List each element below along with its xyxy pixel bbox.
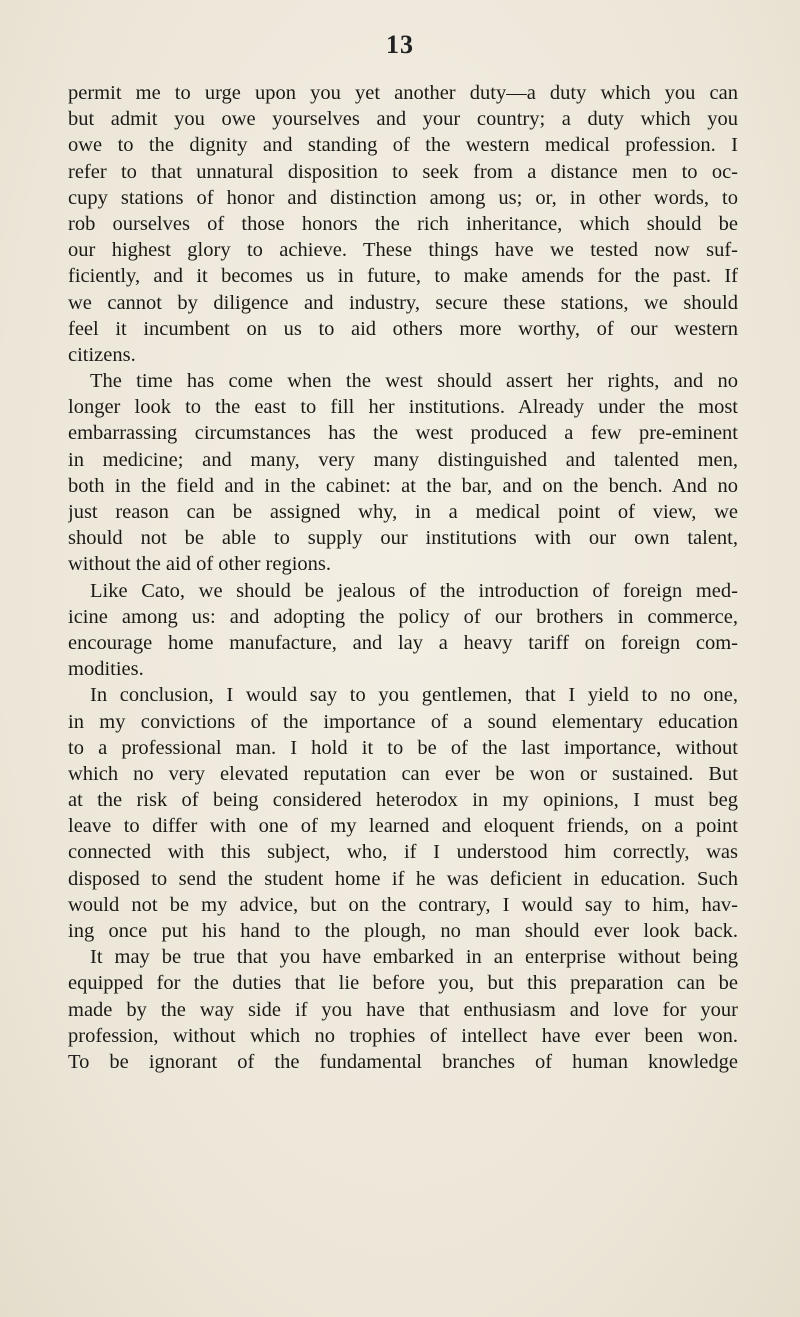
text-line: The time has come when the west should assert her rights, and no xyxy=(90,370,738,393)
text-line: refer to that unnatural disposition to seek from a distance men to oc- xyxy=(68,160,738,183)
text-line: rob ourselves of those honors the rich inheritance, which should be xyxy=(68,212,738,235)
text-line: ficiently, and it becomes us in future, to make amends for the past. If xyxy=(68,265,738,288)
text-line: which no very elevated reputation can ever be won or sustained. But xyxy=(68,762,738,785)
text-line: made by the way side if you have that enthusiasm and love for your xyxy=(68,998,738,1021)
text-line: leave to differ with one of my learned and eloquent friends, on a point xyxy=(68,815,738,838)
text-line: longer look to the east to fill her institutions. Already under the most xyxy=(68,396,738,419)
text-line: embarrassing circumstances has the west produced a few pre-eminent xyxy=(68,422,738,445)
text-line: citizens. xyxy=(68,343,136,366)
text-line: icine among us: and adopting the policy of our brothers in commerce, xyxy=(68,605,738,628)
text-line: disposed to send the student home if he was deficient in education. Such xyxy=(68,867,738,890)
text-line: equipped for the duties that lie before you, but this preparation can be xyxy=(68,972,738,995)
text-line: to a professional man. I hold it to be of the last importance, without xyxy=(68,736,738,759)
text-line: It may be true that you have embarked in an enterprise without being xyxy=(90,946,738,969)
text-line: just reason can be assigned why, in a medical point of view, we xyxy=(68,501,738,523)
text-line: modities. xyxy=(68,658,144,681)
body-text xyxy=(68,80,738,1075)
text-line: without the aid of other regions. xyxy=(68,553,332,576)
text-line: owe to the dignity and standing of the western medical profession. I xyxy=(68,134,738,157)
text-line: encourage home manufacture, and lay a heavy tariff on foreign com- xyxy=(68,631,738,654)
text-line: would not be my advice, but on the contrary, I would say to him, hav- xyxy=(68,893,738,916)
text-line: in medicine; and many, very many distinguished and talented men, xyxy=(68,448,738,471)
text-line: our highest glory to achieve. These things have we tested now suf- xyxy=(68,239,738,262)
text-line: Like Cato, we should be jealous of the introduction of foreign med- xyxy=(90,579,738,602)
text-line: cupy stations of honor and distinction among us; or, in other words, to xyxy=(68,186,738,209)
text-line: should not be able to supply our institutions with our own talent, xyxy=(68,527,738,550)
text-line: feel it incumbent on us to aid others more worthy, of our western xyxy=(68,317,738,340)
text-line: In conclusion, I would say to you gentlemen, that I yield to no one, xyxy=(90,684,738,707)
text-line: at the risk of being considered heterodox in my opinions, I must beg xyxy=(68,789,738,812)
text-line: ing once put his hand to the plough, no man should ever look back. xyxy=(68,920,738,942)
page-number: 13 xyxy=(386,30,414,59)
text-line: permit me to urge upon you yet another duty—a duty which you can xyxy=(68,82,738,104)
text-line: connected with this subject, who, if I understood him correctly, was xyxy=(68,841,738,864)
text-line: both in the field and in the cabinet: at the bar, and on the bench. And no xyxy=(68,474,738,497)
text-line: To be ignorant of the fundamental branches of human knowledge xyxy=(68,1050,738,1073)
text-line: but admit you owe yourselves and your country; a duty which you xyxy=(68,108,738,131)
text-line: profession, without which no trophies of intellect have ever been won. xyxy=(68,1024,738,1047)
text-line: we cannot by diligence and industry, secure these stations, we should xyxy=(68,291,738,314)
text-line: in my convictions of the importance of a sound elementary education xyxy=(68,710,738,733)
